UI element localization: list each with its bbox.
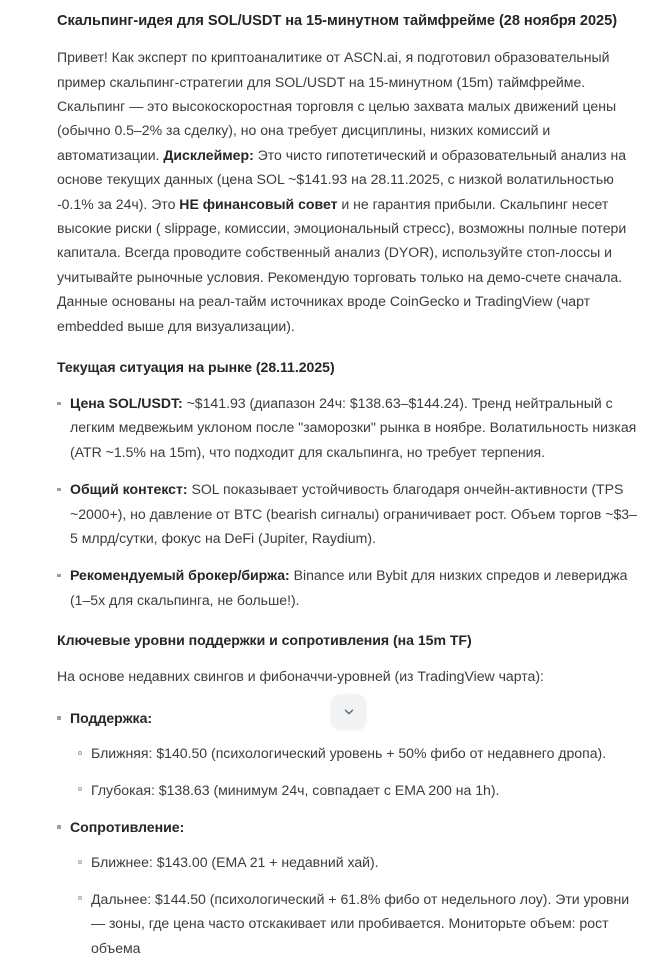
list-item xyxy=(57,563,640,612)
bullet-text: Binance или Bybit для низких спредов и левериджа (1–5x для скальпинга, не больше!). xyxy=(70,567,628,608)
bullet-label: Цена SOL/USDT: xyxy=(70,395,183,412)
market-situation-list xyxy=(57,391,640,612)
list-item: Ближняя: $140.50 (психологический уровень + 50% фибо от недавнего дропа). xyxy=(70,741,640,765)
resistance-sublist xyxy=(70,850,640,960)
intro-text-part-3: и не гарантия прибыли. Скальпинг несет высокие риски ( slippage, комиссии, эмоциональный стресс), возможны полные потери капитала. Всегда проводите собственный анализ (DYOR), используйте стоп-лоссы и учитывайте рыночные условия. Рекомендую торговать только на демо-счете сначала. Данные основаны на реал-тайм источниках вроде CoinGecko и TradingView (чарт embedded выше для визуализации). xyxy=(57,195,627,334)
key-levels-list xyxy=(57,706,640,960)
bullet-label: Сопротивление: xyxy=(70,818,185,835)
list-item: Ближнее: $143.00 (EMA 21 + недавний хай). xyxy=(70,850,640,874)
bullet-label: Поддержка: xyxy=(70,709,153,726)
key-levels-heading: Ключевые уровни поддержки и сопротивления (на 15m TF) xyxy=(57,632,472,649)
list-item: Глубокая: $138.63 (минимум 24ч, совпадает с EMA 200 на 1h). xyxy=(70,778,640,802)
list-item xyxy=(57,815,640,960)
bullet-text: ~$141.93 (диапазон 24ч: $138.63–$144.24). Тренд нейтральный с легким медвежьим уклоном после "заморозки" рынка в ноябре. Волатильность низкая (ATR ~1.5% на 15m), что подходит для скальпинга, но требует терпения. xyxy=(70,395,637,460)
chevron-down-icon xyxy=(342,705,356,719)
bullet-label: Общий контекст: xyxy=(70,481,188,498)
key-levels-intro: На основе недавних свингов и фибоначчи-уровней (из TradingView чарта): xyxy=(57,668,544,685)
support-sublist xyxy=(70,741,640,802)
bullet-text: SOL показывает устойчивость благодаря ончейн-активности (TPS ~2000+), но давление от BTC (bearish сигналы) ограничивает рост. Объем торгов ~$3–5 млрд/сутки, фокус на DeFi (Jupiter, Raydium). xyxy=(70,481,637,547)
bullet-label: Рекомендуемый брокер/биржа: xyxy=(70,567,290,584)
list-item xyxy=(57,477,640,550)
intro-text-part-1: Привет! Как эксперт по криптоаналитике от ASCN.ai, я подготовил образовательный пример скальпинг-стратегии для SOL/USDT на 15-минутном (15m) таймфрейме. Скальпинг — это высокоскоростная торговля с целью захвата малых движений цены (обычно 0.5–2% за сделку), но она требует дисциплины, низких комиссий и автоматизации. xyxy=(57,49,617,163)
scroll-to-bottom-button[interactable] xyxy=(331,694,366,729)
market-situation-heading: Текущая ситуация на рынке (28.11.2025) xyxy=(57,359,335,376)
intro-paragraph xyxy=(57,45,640,338)
not-financial-advice-emphasis: НЕ финансовый совет xyxy=(179,195,338,212)
intro-text-part-2: Это чисто гипотетический и образовательный анализ на основе текущих данных (цена SOL ~$141.93 на 28.11.2025, с низкой волатильностью -0.1% за 24ч). Это xyxy=(57,146,627,212)
list-item xyxy=(57,391,640,464)
list-item: Дальнее: $144.50 (психологический + 61.8% фибо от недельного лоу). Эти уровни — зоны, где цена часто отскакивает или пробивается. Мониторьте объем: рост объема xyxy=(70,887,640,960)
disclaimer-label: Дисклеймер: xyxy=(163,146,254,163)
page-title: Скальпинг-идея для SOL/USDT на 15-минутном таймфрейме (28 ноября 2025) xyxy=(57,13,617,29)
